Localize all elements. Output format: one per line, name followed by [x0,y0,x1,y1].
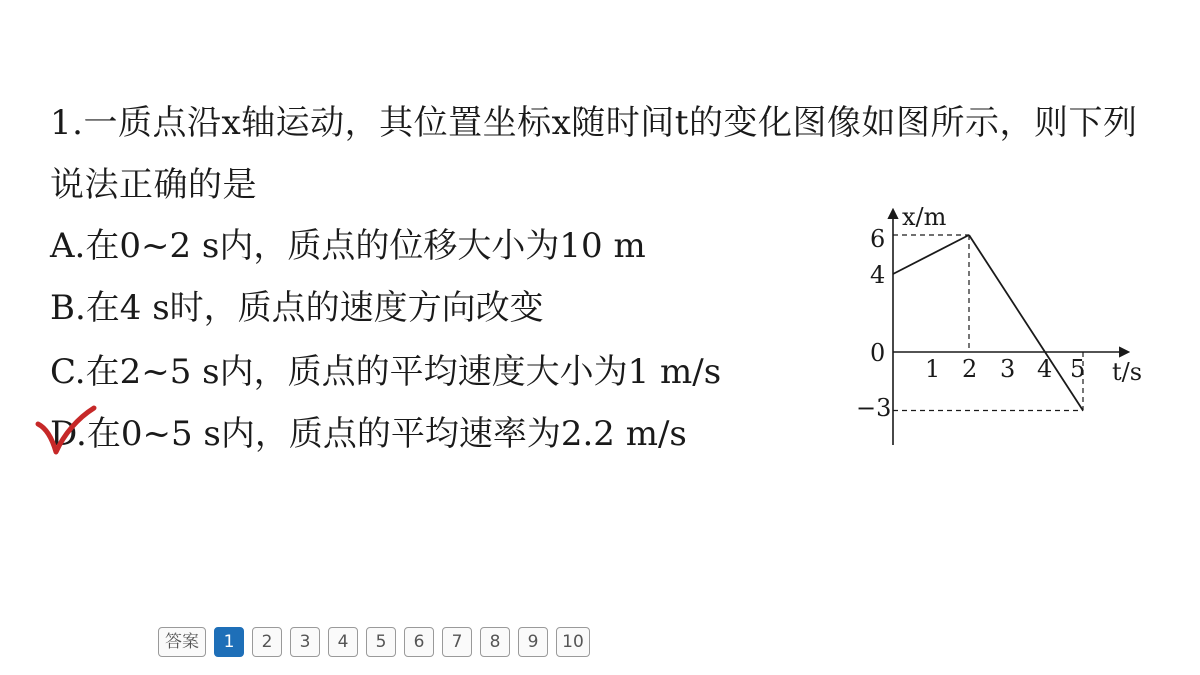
data-segment [893,235,969,274]
x-tick-3: 3 [1000,355,1016,383]
option-c[interactable]: C.在2~5 s内，质点的平均速度大小为1 m/s [50,352,722,392]
page-button-8[interactable]: 8 [480,627,510,657]
y-tick-neg3: −3 [856,394,892,422]
page-button-10[interactable]: 10 [556,627,590,657]
data-segment [969,235,1045,352]
question-navigation [158,627,590,657]
position-time-graph [850,195,1170,455]
page-button-1[interactable]: 1 [214,627,244,657]
page-button-3[interactable]: 3 [290,627,320,657]
page-button-4[interactable]: 4 [328,627,358,657]
option-a[interactable]: A.在0~2 s内，质点的位移大小为10 m [50,226,646,266]
y-tick-4: 4 [870,261,886,289]
page-button-2[interactable]: 2 [252,627,282,657]
page-button-6[interactable]: 6 [404,627,434,657]
y-tick-6: 6 [870,225,886,253]
y-axis-label: x/m [902,203,947,231]
y-tick-0: 0 [870,339,886,367]
x-tick-5: 5 [1070,355,1086,383]
x-tick-4: 4 [1037,355,1053,383]
red-check-mark-icon [34,404,124,464]
page-button-7[interactable]: 7 [442,627,472,657]
option-d[interactable]: D.在0~5 s内，质点的平均速率为2.2 m/s [50,414,687,454]
question-line-2: 说法正确的是 [50,165,257,205]
question-line-1: 1.一质点沿x轴运动，其位置坐标x随时间t的变化图像如图所示，则下列 [50,103,1138,143]
page-button-5[interactable]: 5 [366,627,396,657]
page-button-9[interactable]: 9 [518,627,548,657]
x-tick-2: 2 [962,355,978,383]
answer-button[interactable]: 答案 [158,627,206,657]
x-axis-label: t/s [1112,358,1143,386]
x-tick-1: 1 [925,355,941,383]
option-b[interactable]: B.在4 s时，质点的速度方向改变 [50,288,544,328]
